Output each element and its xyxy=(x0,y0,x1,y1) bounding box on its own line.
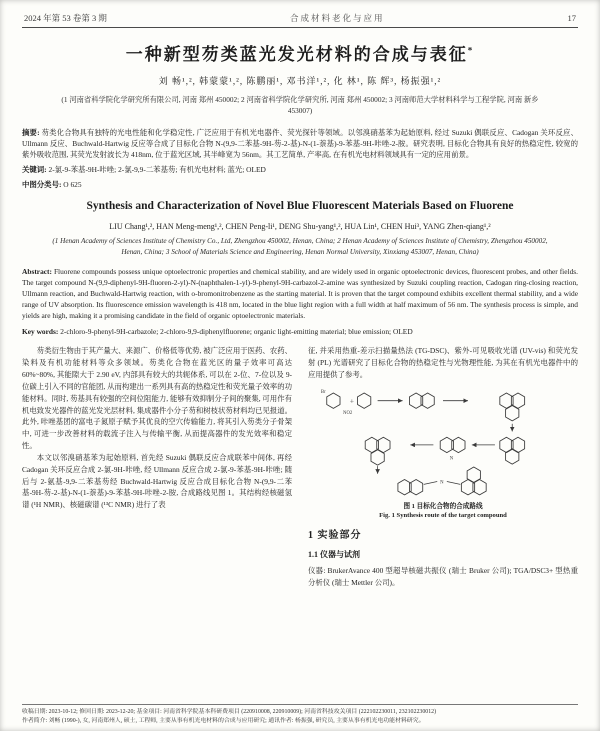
affiliations-cn: (1 河南省科学院化学研究所有限公司, 河南 郑州 450002; 2 河南省科学院化学研究所, 河南 郑州 450002; 3 河南师范大学材料科学与工程学院, 河南 新乡 453007) xyxy=(61,95,539,116)
synthesis-scheme-graphic xyxy=(318,384,568,502)
abstract-cn-text: 芴类化合物具有独特的光电性能和化学稳定性, 广泛应用于有机光电器件、荧光探针等领域。以邻溴硝基苯为起始原料, 经过 Suzuki 偶联反应、Cadogan 关环反应、Ullmann 反应、Buchwald-Hartwig 反应等合成了目标化合物 N-(9,9-二苯基-9H-芴-2-基)-N-(1-萘基)-9-苯基-9H-咔唑-2-胺。研究表明, 目标化合物具有良好的热稳定性, 较宽的紫外吸收范围, 其荧光发射波长为 418nm, 位于蓝光区域, 其半峰宽为 56nm。其工艺简单, 产率高, 在有机光电材料领域具有一定的应用前景。 xyxy=(22,127,578,159)
article-title-en: Synthesis and Characterization of Novel Blue Fluorescent Materials Based on Fluorene xyxy=(86,200,514,213)
keywords-cn-text: 2-氯-9-苯基-9H-咔唑; 2-氯-9,9-二苯基芴; 有机光电材料; 蓝光; OLED xyxy=(48,164,266,174)
abstract-en xyxy=(22,266,578,322)
keywords-en-text: 2-chloro-9-phenyl-9H-carbazole; 2-chloro-9,9-diphenylfluorene; organic light-emitting material; blue emission; OLED xyxy=(60,327,413,337)
right-column xyxy=(308,345,578,588)
authors-cn: 刘 畅¹,², 韩蒙蒙¹,², 陈鹏丽¹, 邓书洋¹,², 化 林¹, 陈 辉³, 杨振强¹,² xyxy=(158,76,442,86)
keywords-en-label: Key words: xyxy=(22,327,59,337)
svg-text:NO2: NO2 xyxy=(343,411,353,417)
left-column xyxy=(22,345,292,588)
article-title-cn xyxy=(22,40,578,65)
figure-caption-cn: 图 1 目标化合物的合成路线 xyxy=(403,502,483,510)
abstract-en-label: Abstract: xyxy=(22,266,52,276)
clc-value: O 625 xyxy=(63,180,82,190)
keywords-cn-label: 关键词: xyxy=(22,164,47,174)
clc-label: 中图分类号: xyxy=(22,180,62,190)
header-rule xyxy=(22,27,578,28)
affiliations-en: (1 Henan Academy of Sciences Institute of Chemistry Co., Ltd, Zhengzhou 450002, Henan, China; 2 Henan Academy of Sciences Institute of Chemistry, Zhengzhou 450002, Henan, China; 3 School of Materials Science and Engineering, Henan Normal University, Xinxiang 453007, Henan, China) xyxy=(52,237,548,256)
section-1-1-heading: 1.1 仪器与试剂 xyxy=(308,549,360,559)
footnote-block xyxy=(22,704,578,726)
svg-text:+: + xyxy=(349,396,355,406)
article-title-cn-text: 一种新型芴类蓝光发光材料的合成与表征 xyxy=(125,45,468,64)
authors-en: LIU Chang¹,², HAN Meng-meng¹,², CHEN Peng-li¹, DENG Shu-yang¹,², HUA Lin¹, CHEN Hui³, YANG Zhen-qiang¹,² xyxy=(109,222,491,232)
svg-text:N: N xyxy=(440,480,444,486)
page-header xyxy=(22,12,578,27)
body-paragraph-continued: 征, 并采用热重-差示扫描量热法 (TG-DSC)、紫外-可见吸收光谱 (UV-vis) 和荧光发射 (PL) 光谱研究了目标化合物的热稳定性与光物理性能, 为其在有机光电器件中的应用提供了参考。 xyxy=(308,346,578,380)
keywords-cn xyxy=(22,164,578,175)
footnote-line-2: 作者简介: 刘畅 (1990-), 女, 河南郑州人, 硕士, 工程师, 主要从事有机光电材料的合成与应用研究; 通讯作者: 杨振强, 研究员, 主要从事有机光电功能材料研究。 xyxy=(22,717,425,724)
abstract-en-text: Fluorene compounds possess unique optoelectronic properties and chemical stability, and are widely used in organic optoelectronic devices, fluorescent probes, and other fields. The target compound N-(9,9-diphenyl-9H-fluoren-2-yl)-N-(naphthalen-1-yl)-9-phenyl-9H-carbazol-2-amine was synthesized by Suzuki coupling reaction, Cadogan ring-closing reaction, Ullmann reaction, and Buchwald-Hartwig reaction, with o-bromonitrobenzene as the starting material. It is proven that the target compound exhibits excellent thermal stability, and a wide range of UV absorption. Its fluorescence emission wavelength is 418 nm, located in the blue light region with a full width at half maximum of 56 nm. The synthesis process is simple, and yields are high, making it a promising candidate in the field of organic optoelectronic materials. xyxy=(22,266,578,321)
keywords-en xyxy=(22,326,578,337)
abstract-cn-label: 摘要: xyxy=(22,127,40,137)
svg-text:N: N xyxy=(449,456,454,462)
body-paragraph-2: 本文以邻溴硝基苯为起始原料, 首先经 Suzuki 偶联反应合成联苯中间体, 再经 Cadogan 关环反应合成 2-氯-9H-咔唑, 经 Ullmann 反应合成 2-氯-9-苯基-9H-咔唑; 随后与 2-氨基-9,9-二苯基芴经 Buchwald-Hartwig 反应合成目标化合物 N-(9,9-二苯基-9H-芴-2-基)-N-(1-萘基)-9-苯基-9H-咔唑-2-胺, 合成路线见图 1。其结构经核磁氢谱 (¹H NMR)、核磁碳谱 (¹³C NMR) 进行了表 xyxy=(22,452,292,510)
header-issue: 2024 年第 53 卷第 3 期 xyxy=(24,13,107,23)
header-journal-title: 合成材料老化与应用 xyxy=(289,13,385,23)
body-columns xyxy=(22,345,578,618)
svg-text:Br: Br xyxy=(320,389,326,395)
figure-caption-en: Fig. 1 Synthesis route of the target compound xyxy=(379,512,507,520)
body-paragraph-1: 芴类衍生物由于其产量大、来源广、价格低等优势, 被广泛应用于医药、农药、染料及有机功能材料等众多领域。芴类化合物在蓝光区的量子效率可高达 60%~80%, 其能隙大于 2.90 eV, 内部具有较大的共轭体系, 可以在 2-位、7-位以及 9-位碳上引入不同的官能团, 从而构建出一系列具有高的热稳定性和荧光量子效率的功能材料。同时, 芴基具有较强的空间位阻能力, 能够有效抑制分子间的聚集, 可用作有机电致发光器件的蓝光发光层材料, 集成器件小分子芴和树枝状芴材料均已见报道。此外, 咔唑基团的富电子氮原子赋予其优良的空穴传输能力, 将其引入芴类分子骨架中, 可进一步改善材料的载流子注入与传输平衡, 从而提高器件的发光效率和稳定性。 xyxy=(22,346,292,451)
header-page-number: 17 xyxy=(567,13,576,23)
title-footnote-mark: * xyxy=(467,45,475,56)
instruments-text: 仪器: BrukerAvance 400 型超导核磁共振仪 (瑞士 Bruker 公司); TGA/DSC3+ 型热重分析仪 (瑞士 Mettler 公司)。 xyxy=(308,565,578,587)
figure-1 xyxy=(308,384,578,521)
section-1-heading: 1 实验部分 xyxy=(308,529,362,541)
footnote-line-1: 收稿日期: 2023-10-12; 修回日期: 2023-12-20; 基金项目: 河南省科学院基本科研费项目 (220910008, 220910009); 河南省科技攻关项目 (222102230011, 232102230012) xyxy=(22,708,437,715)
clc-line xyxy=(22,179,578,190)
abstract-cn xyxy=(22,127,578,160)
